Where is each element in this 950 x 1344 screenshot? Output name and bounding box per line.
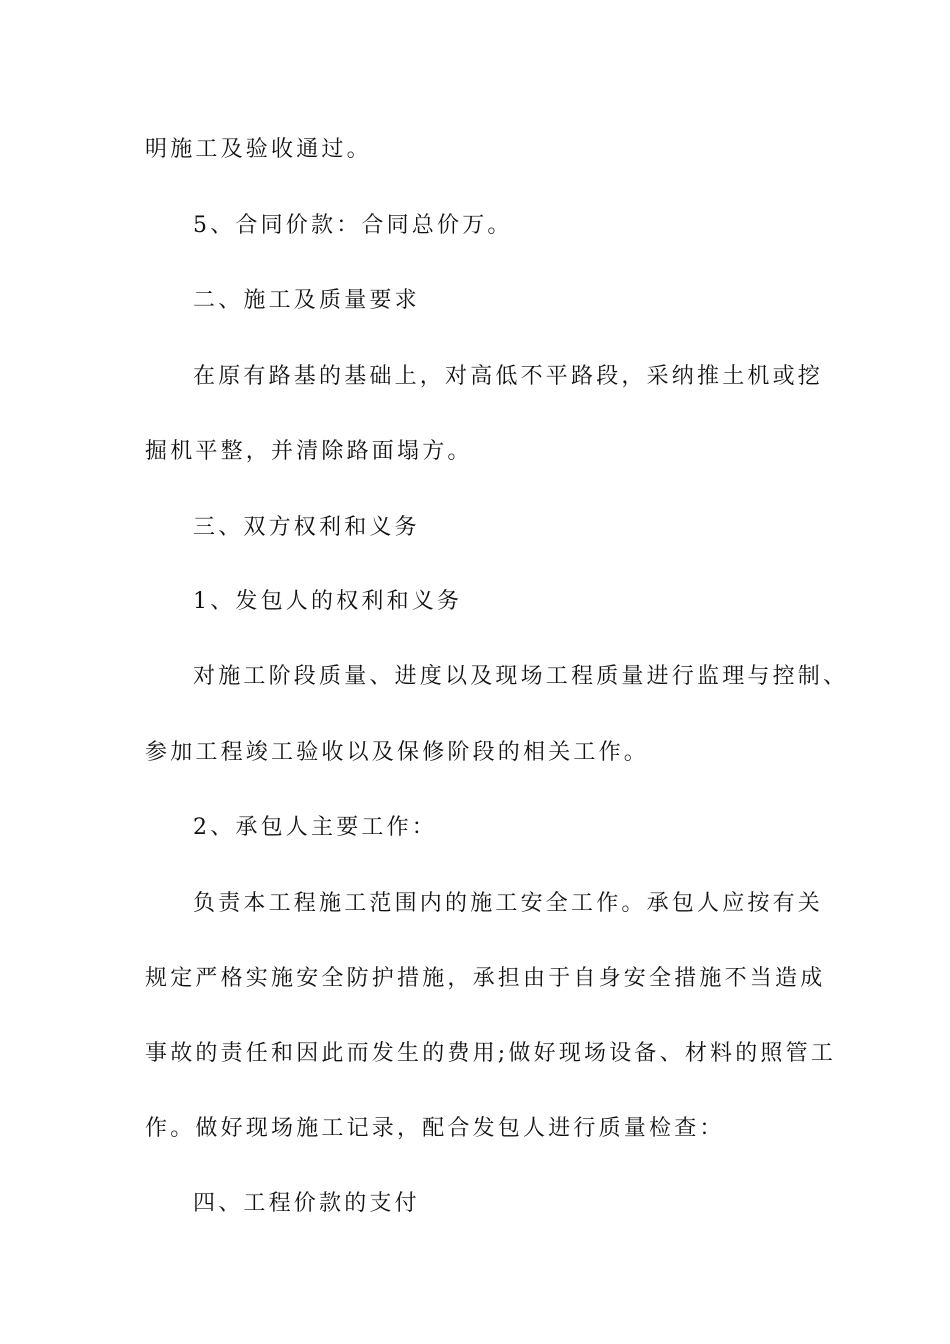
paragraph-line: 对施工阶段质量、进度以及现场工程质量进行监理与控制、 bbox=[193, 664, 849, 689]
section-heading-quality: 二、施工及质量要求 bbox=[193, 288, 420, 313]
paragraph-line: 负责本工程施工范围内的施工安全工作。承包人应按有关 bbox=[193, 891, 824, 916]
paragraph-line: 掘机平整，并清除路面塌方。 bbox=[145, 439, 473, 464]
subheading-contractor-work: 2、承包人主要工作： bbox=[193, 815, 437, 840]
contract-price-item: 5、合同价款：合同总价万。 bbox=[193, 213, 513, 238]
subheading-employer-rights: 1、发包人的权利和义务 bbox=[193, 589, 463, 614]
section-heading-rights: 三、双方权利和义务 bbox=[193, 515, 420, 540]
paragraph-line: 明施工及验收通过。 bbox=[145, 137, 372, 162]
paragraph-line: 参加工程竣工验收以及保修阶段的相关工作。 bbox=[145, 740, 650, 765]
paragraph-line: 作。做好现场施工记录，配合发包人进行质量检查： bbox=[145, 1116, 725, 1141]
section-heading-payment: 四、工程价款的支付 bbox=[193, 1191, 420, 1216]
paragraph-line: 在原有路基的基础上，对高低不平路段，采纳推土机或挖 bbox=[193, 364, 824, 389]
paragraph-line: 规定严格实施安全防护措施，承担由于自身安全措施不当造成 bbox=[145, 966, 826, 991]
paragraph-line: 事故的责任和因此而发生的费用;做好现场设备、材料的照管工 bbox=[145, 1041, 837, 1066]
